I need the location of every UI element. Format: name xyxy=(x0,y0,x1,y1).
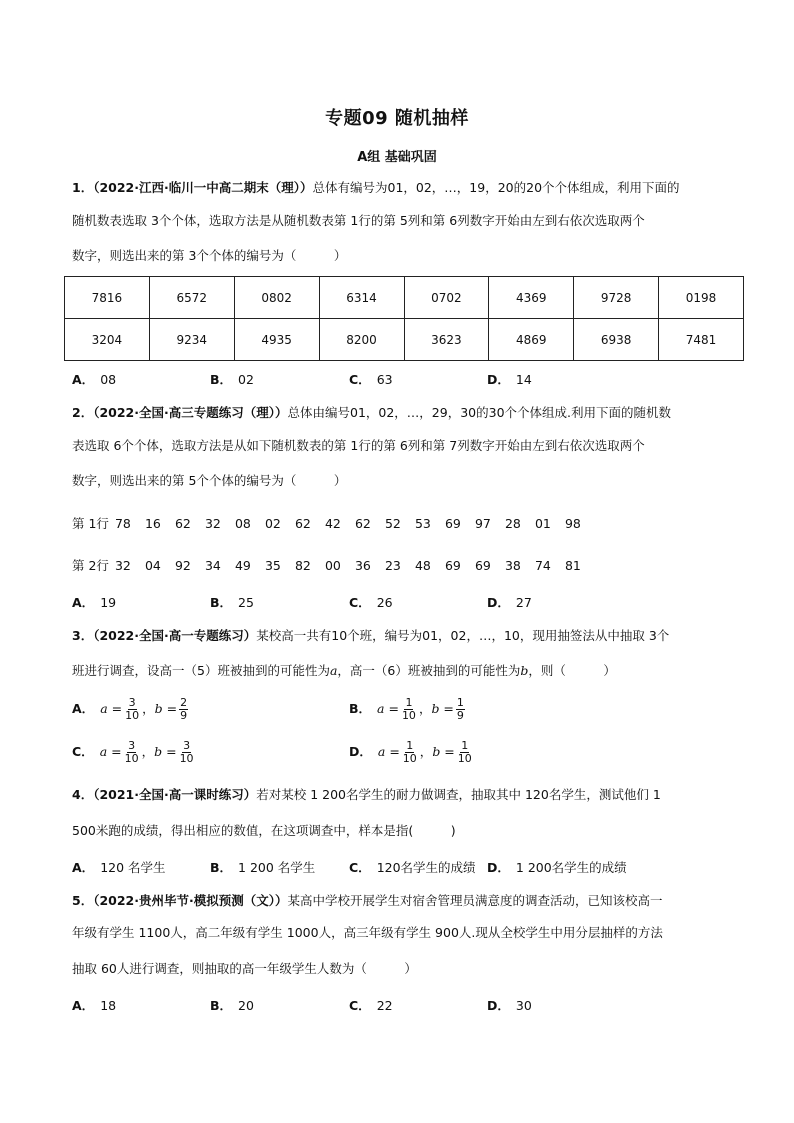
table-cell: 6938 xyxy=(574,319,659,361)
table-cell: 4935 xyxy=(234,319,319,361)
denominator: 10 xyxy=(179,752,194,765)
q5-text-1: 某高中学校开展学生对宿舍管理员满意度的调查活动，已知该校高一 xyxy=(287,893,663,908)
q3-option-d[interactable] xyxy=(349,740,475,765)
option-letter: C． xyxy=(349,372,371,387)
random-number: 28 xyxy=(504,516,521,531)
table-cell: 0702 xyxy=(404,277,489,319)
random-number: 08 xyxy=(234,516,251,531)
table-row xyxy=(65,319,744,361)
option-letter: D． xyxy=(349,744,372,759)
denominator: 10 xyxy=(402,752,417,765)
var-b: b xyxy=(520,663,529,678)
q5-source: （2022·贵州毕节·模拟预测（文）） xyxy=(93,893,288,908)
random-number: 81 xyxy=(564,558,581,573)
q5-option-c[interactable] xyxy=(349,996,393,1014)
option-letter: B． xyxy=(210,860,233,875)
comma: ， xyxy=(418,701,432,716)
random-number: 36 xyxy=(354,558,371,573)
q1-source: （2022·江西·临川一中高二期末（理）） xyxy=(93,180,313,195)
q3-text-1: 某校高一共有10个班，编号为01，02，…，10，现用抽签法从中抽取 3个 xyxy=(256,628,670,643)
comma: ， xyxy=(142,701,155,716)
denominator: 10 xyxy=(457,752,472,765)
numerator: 1 xyxy=(461,739,469,752)
q4-option-d[interactable] xyxy=(487,858,627,876)
table-row xyxy=(65,277,744,319)
comma: ， xyxy=(419,744,433,759)
q2-line-2: 表选取 6个个体，选取方法是从如下随机数表的第 1行的第 6列和第 7列数字开始由左到右依次选取两个 xyxy=(72,438,645,453)
q5-line-1 xyxy=(72,891,663,909)
q3-number: 3． xyxy=(72,628,94,643)
option-text: 02 xyxy=(238,372,254,387)
table-cell: 3623 xyxy=(404,319,489,361)
option-text: 20 xyxy=(238,998,254,1013)
q2-number: 2． xyxy=(72,405,94,420)
option-letter: A． xyxy=(72,372,95,387)
option-text: 27 xyxy=(515,595,532,610)
option-text: 1 200名学生的成绩 xyxy=(515,860,627,875)
table-cell: 7481 xyxy=(659,319,744,361)
q2-option-c[interactable] xyxy=(349,593,393,611)
q4-option-c[interactable] xyxy=(349,858,476,876)
q4-line-1 xyxy=(72,785,661,803)
q2-option-d[interactable] xyxy=(487,593,532,611)
option-text: 18 xyxy=(100,998,117,1013)
q3-option-a[interactable] xyxy=(72,697,190,722)
option-letter: B． xyxy=(210,372,233,387)
random-number: 00 xyxy=(324,558,341,573)
q5-option-a[interactable] xyxy=(72,996,116,1014)
q2-random-row-1 xyxy=(72,514,595,532)
fraction xyxy=(456,697,465,722)
random-number: 62 xyxy=(354,516,371,531)
table-cell: 7816 xyxy=(65,277,150,319)
row-label: 第 2行 xyxy=(72,558,109,573)
q5-line-2: 年级有学生 1100人，高二年级有学生 1000人，高三年级有学生 900人.现从全校学生中用分层抽样的方法 xyxy=(72,925,663,940)
q2-source: （2022·全国·高三专题练习（理）） xyxy=(93,405,288,420)
q4-option-b[interactable] xyxy=(210,858,315,876)
random-number: 69 xyxy=(444,558,461,573)
table-cell: 0198 xyxy=(659,277,744,319)
random-number: 62 xyxy=(294,516,311,531)
q2-text-1: 总体由编号01，02，…，29，30的30个个体组成.利用下面的随机数 xyxy=(287,405,672,420)
fraction xyxy=(179,697,188,722)
q4-option-a[interactable] xyxy=(72,858,166,876)
q5-number: 5． xyxy=(72,893,94,908)
option-text: 26 xyxy=(376,595,393,610)
random-number: 98 xyxy=(564,516,581,531)
table-cell: 4869 xyxy=(489,319,574,361)
denominator: 9 xyxy=(456,709,464,722)
random-number: 62 xyxy=(174,516,191,531)
row-label: 第 1行 xyxy=(72,516,109,531)
q1-line-3: 数字，则选出来的第 3个个体的编号为（ ） xyxy=(72,248,347,263)
random-number: 01 xyxy=(534,516,551,531)
option-letter: D． xyxy=(487,860,510,875)
q2-line-1 xyxy=(72,403,671,421)
q1-option-b[interactable] xyxy=(210,370,254,388)
denominator: 10 xyxy=(124,752,139,765)
table-cell: 6314 xyxy=(319,277,404,319)
denominator: 10 xyxy=(401,709,416,722)
q3-text-2b: ，高一（6）班被抽到的可能性为 xyxy=(337,663,521,678)
fraction xyxy=(124,740,140,765)
q3-line-1 xyxy=(72,626,669,644)
eq-b: b = xyxy=(154,701,178,716)
q3-option-c[interactable] xyxy=(72,740,197,765)
q3-line-2 xyxy=(72,661,616,679)
eq-b: b = xyxy=(432,744,455,759)
q3-option-b[interactable] xyxy=(349,697,467,722)
q3-source: （2022·全国·高一专题练习） xyxy=(93,628,257,643)
random-number: 04 xyxy=(144,558,161,573)
numerator: 2 xyxy=(180,696,188,709)
option-letter: C． xyxy=(72,744,94,759)
q2-random-row-2 xyxy=(72,556,595,574)
q1-option-d[interactable] xyxy=(487,370,532,388)
option-letter: D． xyxy=(487,998,510,1013)
random-number: 38 xyxy=(504,558,521,573)
q1-text-1: 总体有编号为01，02，…，19，20的20个个体组成，利用下面的 xyxy=(312,180,680,195)
fraction xyxy=(457,740,473,765)
random-number: 78 xyxy=(114,516,131,531)
q5-option-d[interactable] xyxy=(487,996,532,1014)
q3-text-2a: 班进行调查，设高一（5）班被抽到的可能性为 xyxy=(72,663,330,678)
random-number: 92 xyxy=(174,558,191,573)
random-number: 69 xyxy=(474,558,491,573)
random-number: 69 xyxy=(444,516,461,531)
table-cell: 6572 xyxy=(149,277,234,319)
option-text: 1 200 名学生 xyxy=(238,860,316,875)
eq-a: a = xyxy=(377,744,400,759)
q1-line-2: 随机数表选取 3个个体，选取方法是从随机数表第 1行的第 5列和第 6列数字开始由左到右依次选取两个 xyxy=(72,213,645,228)
numerator: 1 xyxy=(456,696,464,709)
option-letter: A． xyxy=(72,595,95,610)
random-number: 16 xyxy=(144,516,161,531)
fraction xyxy=(402,740,418,765)
fraction xyxy=(124,697,140,722)
option-letter: B． xyxy=(210,595,233,610)
numerator: 3 xyxy=(128,739,136,752)
random-number: 02 xyxy=(264,516,281,531)
option-letter: A． xyxy=(72,701,95,716)
option-letter: A． xyxy=(72,998,95,1013)
q1-number: 1． xyxy=(72,180,94,195)
option-text: 08 xyxy=(100,372,117,387)
denominator: 9 xyxy=(180,709,188,722)
option-text: 30 xyxy=(515,998,532,1013)
eq-a: a = xyxy=(377,701,399,716)
random-number: 74 xyxy=(534,558,551,573)
option-letter: A． xyxy=(72,860,95,875)
table-cell: 0802 xyxy=(234,277,319,319)
eq-a: a = xyxy=(99,744,122,759)
random-number: 23 xyxy=(384,558,401,573)
numerator: 1 xyxy=(405,696,413,709)
option-letter: B． xyxy=(210,998,233,1013)
denominator: 10 xyxy=(125,709,140,722)
q4-text-1: 若对某校 1 200名学生的耐力做调查，抽取其中 120名学生，测试他们 1 xyxy=(256,787,661,802)
fraction xyxy=(401,697,417,722)
eq-b: b = xyxy=(431,701,454,716)
q4-number: 4． xyxy=(72,787,94,802)
option-text: 22 xyxy=(376,998,393,1013)
option-letter: C． xyxy=(349,998,371,1013)
random-number: 52 xyxy=(384,516,401,531)
random-number: 35 xyxy=(264,558,281,573)
random-number: 32 xyxy=(204,516,221,531)
random-number: 49 xyxy=(234,558,251,573)
q2-option-a[interactable] xyxy=(72,593,116,611)
table-cell: 4369 xyxy=(489,277,574,319)
option-letter: D． xyxy=(487,372,510,387)
option-text: 63 xyxy=(376,372,393,387)
q5-line-3: 抽取 60人进行调查，则抽取的高一年级学生人数为（ ） xyxy=(72,961,417,976)
section-subtitle: A组 基础巩固 xyxy=(357,150,437,165)
page-title: 专题09 随机抽样 xyxy=(325,108,469,129)
numerator: 1 xyxy=(406,739,414,752)
numerator: 3 xyxy=(183,739,191,752)
option-letter: D． xyxy=(487,595,510,610)
eq-b: b = xyxy=(154,744,177,759)
q3-text-2c: ，则（ ） xyxy=(528,663,616,678)
q5-option-b[interactable] xyxy=(210,996,254,1014)
random-number: 48 xyxy=(414,558,431,573)
numerator: 3 xyxy=(128,696,136,709)
option-letter: C． xyxy=(349,595,371,610)
q4-source: （2021·全国·高一课时练习） xyxy=(93,787,257,802)
option-letter: C． xyxy=(349,860,371,875)
random-number: 53 xyxy=(414,516,431,531)
q1-line-1 xyxy=(72,178,680,196)
table-cell: 3204 xyxy=(65,319,150,361)
q4-line-2: 500米跑的成绩，得出相应的数值，在这项调查中，样本是指( ) xyxy=(72,823,456,838)
random-number: 42 xyxy=(324,516,341,531)
table-cell: 8200 xyxy=(319,319,404,361)
random-number: 34 xyxy=(204,558,221,573)
comma: ， xyxy=(141,744,155,759)
q2-option-b[interactable] xyxy=(210,593,254,611)
random-number: 97 xyxy=(474,516,491,531)
q1-option-a[interactable] xyxy=(72,370,116,388)
table-cell: 9234 xyxy=(149,319,234,361)
random-number: 32 xyxy=(114,558,131,573)
table-cell: 9728 xyxy=(574,277,659,319)
var-a: a xyxy=(329,663,338,678)
eq-a: a = xyxy=(100,701,123,716)
q2-line-3: 数字，则选出来的第 5个个体的编号为（ ） xyxy=(72,473,347,488)
q1-option-c[interactable] xyxy=(349,370,393,388)
option-text: 14 xyxy=(515,372,532,387)
random-number: 82 xyxy=(294,558,311,573)
option-text: 120名学生的成绩 xyxy=(376,860,476,875)
option-text: 19 xyxy=(100,595,117,610)
option-text: 120 名学生 xyxy=(100,860,166,875)
random-number-table xyxy=(64,276,744,361)
option-letter: B． xyxy=(349,701,372,716)
fraction xyxy=(179,740,195,765)
option-text: 25 xyxy=(238,595,254,610)
